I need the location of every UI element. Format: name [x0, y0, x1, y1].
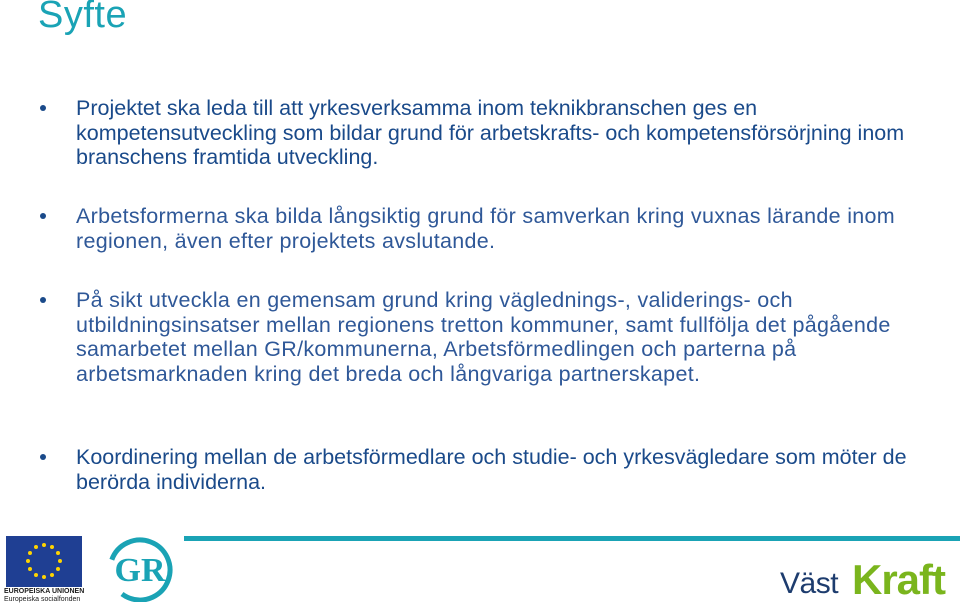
bullet-icon — [40, 105, 46, 111]
bullet-icon — [40, 213, 46, 219]
eu-caption-line1: EUROPEISKA UNIONEN — [4, 588, 85, 595]
vastkraft-logo-part1: Väst — [780, 567, 839, 600]
bullet-text: Arbetsformerna ska bilda långsiktig grund för samverkan kring vuxnas lärande inom regionen, även efter projektets avslutande. — [76, 204, 895, 253]
eu-caption — [4, 588, 88, 604]
slide-title: Syfte — [38, 0, 128, 36]
footer-accent-line — [184, 536, 960, 541]
bullet-item — [38, 288, 938, 445]
bullet-text: På sikt utveckla en gemensam grund kring väglednings-, validerings- och utbildningsinsatser mellan regionens tretton kommuner, samt fullfölja det pågående samarbetet mellan GR/kommunerna, Arbetsförmedlingen och parterna på arbetsmarknaden kring det breda och långvariga partnerskapet. — [76, 288, 891, 386]
bullet-item — [38, 445, 938, 494]
bullet-item — [38, 204, 938, 288]
bullet-text: Projektet ska leda till att yrkesverksamma inom teknikbranschen ges en kompetensutveckling som bildar grund för arbetskrafts- och kompetensförsörjning inom branschens framtida utveckling. — [76, 96, 905, 169]
gr-logo-text: GR — [114, 552, 166, 589]
bullet-item — [38, 96, 938, 204]
vastkraft-logo-part2: Kraft — [852, 556, 946, 603]
bullet-text: Koordinering mellan de arbetsförmedlare och studie- och yrkesvägledare som möter de berörda individerna. — [76, 445, 907, 494]
bullet-list — [38, 96, 938, 494]
eu-flag-logo — [6, 536, 82, 587]
eu-caption-line2: Europeiska socialfonden — [4, 596, 81, 603]
bullet-icon — [40, 454, 46, 460]
bullet-icon — [40, 297, 46, 303]
gr-logo — [100, 536, 186, 602]
